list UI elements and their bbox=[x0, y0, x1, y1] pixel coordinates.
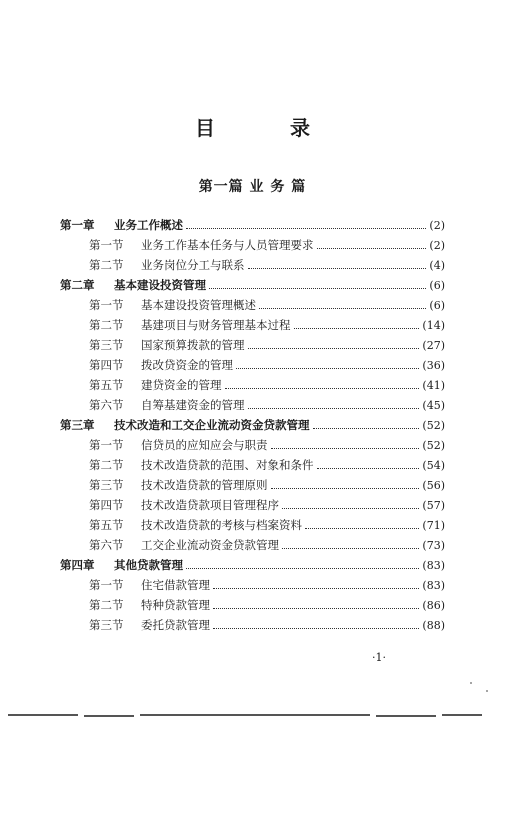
toc-chapter-row bbox=[60, 555, 445, 575]
toc-entry-page: (57) bbox=[422, 499, 445, 512]
toc-section-row bbox=[60, 595, 445, 615]
toc-entry-label bbox=[60, 515, 302, 535]
toc-entry-number: 第三节 bbox=[89, 338, 124, 352]
toc-section-row bbox=[60, 435, 445, 455]
toc-entry-label bbox=[60, 355, 233, 375]
toc-entry-title: 特种贷款管理 bbox=[141, 598, 210, 612]
toc-section-row bbox=[60, 255, 445, 275]
dot-leader bbox=[294, 328, 420, 329]
toc-entry-number: 第一章 bbox=[60, 218, 95, 232]
toc-section-row bbox=[60, 375, 445, 395]
dot-leader bbox=[317, 468, 420, 469]
dot-leader bbox=[236, 368, 419, 369]
toc-section-row bbox=[60, 535, 445, 555]
toc-entry-label bbox=[60, 555, 183, 575]
dot-leader bbox=[213, 608, 419, 609]
toc-entry-label bbox=[60, 215, 183, 235]
dot-leader bbox=[248, 348, 420, 349]
toc-entry-number: 第二章 bbox=[60, 278, 95, 292]
dot-leader bbox=[213, 588, 419, 589]
dot-leader bbox=[248, 268, 427, 269]
toc-entry-number: 第三章 bbox=[60, 418, 95, 432]
dot-leader bbox=[259, 308, 426, 309]
dot-leader bbox=[186, 228, 426, 229]
toc-entry-page: (83) bbox=[422, 559, 445, 572]
toc-entry-title: 技术改造贷款的范围、对象和条件 bbox=[141, 458, 314, 472]
toc-entry-title: 建贷资金的管理 bbox=[141, 378, 222, 392]
toc-entry-title: 业务岗位分工与联系 bbox=[141, 258, 245, 272]
toc-entry-page: (6) bbox=[429, 279, 445, 292]
toc-entry-title: 基本建设投资管理概述 bbox=[141, 298, 256, 312]
toc-entry-page: (2) bbox=[429, 219, 445, 232]
toc-entry-page: (6) bbox=[429, 299, 445, 312]
toc-entry-label bbox=[60, 535, 279, 555]
toc-entry-title: 其他贷款管理 bbox=[114, 558, 183, 572]
toc-entry-page: (52) bbox=[422, 419, 445, 432]
toc-entry-page: (56) bbox=[422, 479, 445, 492]
toc-entry-label bbox=[60, 275, 206, 295]
toc-entry-label bbox=[60, 315, 291, 335]
toc-entry-page: (52) bbox=[422, 439, 445, 452]
toc-entry-title: 工交企业流动资金贷款管理 bbox=[141, 538, 279, 552]
dot-leader bbox=[209, 288, 426, 289]
toc-chapter-row bbox=[60, 275, 445, 295]
toc-entry-page: (4) bbox=[429, 259, 445, 272]
page-title: 目 录 bbox=[195, 116, 344, 140]
toc-entry-number: 第五节 bbox=[89, 518, 124, 532]
toc-entry-label bbox=[60, 495, 279, 515]
toc-chapter-row bbox=[60, 415, 445, 435]
toc-entry-page: (86) bbox=[422, 599, 445, 612]
toc-entry-number: 第一节 bbox=[89, 298, 124, 312]
toc-entry-number: 第四节 bbox=[89, 498, 124, 512]
scan-speck bbox=[470, 682, 472, 684]
toc-section-row bbox=[60, 575, 445, 595]
dot-leader bbox=[213, 628, 419, 629]
toc-section-row bbox=[60, 495, 445, 515]
toc-entry-page: (36) bbox=[422, 359, 445, 372]
toc-entry-number: 第二节 bbox=[89, 598, 124, 612]
toc-entry-title: 基建项目与财务管理基本过程 bbox=[141, 318, 291, 332]
toc-entry-number: 第五节 bbox=[89, 378, 124, 392]
dot-leader bbox=[282, 508, 419, 509]
toc-entry-page: (2) bbox=[429, 239, 445, 252]
toc-chapter-row bbox=[60, 215, 445, 235]
toc-entry-label bbox=[60, 435, 268, 455]
toc-entry-number: 第三节 bbox=[89, 478, 124, 492]
toc-entry-label bbox=[60, 255, 245, 275]
toc-entry-title: 技术改造和工交企业流动资金贷款管理 bbox=[114, 418, 310, 432]
scan-speck bbox=[486, 690, 488, 692]
bottom-rule bbox=[0, 714, 505, 716]
toc-entry-page: (45) bbox=[422, 399, 445, 412]
dot-leader bbox=[271, 488, 420, 489]
toc-entry-title: 住宅借款管理 bbox=[141, 578, 210, 592]
dot-leader bbox=[313, 428, 420, 429]
toc-entry-page: (71) bbox=[422, 519, 445, 532]
toc-entry-label bbox=[60, 415, 310, 435]
dot-leader bbox=[317, 248, 427, 249]
toc-section-row bbox=[60, 455, 445, 475]
toc-entry-label bbox=[60, 615, 210, 635]
toc-entry-page: (73) bbox=[422, 539, 445, 552]
toc-entry-number: 第一节 bbox=[89, 438, 124, 452]
toc-entry-title: 技术改造贷款的管理原则 bbox=[141, 478, 268, 492]
toc-entry-title: 业务工作概述 bbox=[114, 218, 183, 232]
toc-entry-number: 第二节 bbox=[89, 258, 124, 272]
toc-entry-page: (14) bbox=[422, 319, 445, 332]
toc-entry-label bbox=[60, 455, 314, 475]
toc-entry-label bbox=[60, 335, 245, 355]
dot-leader bbox=[248, 408, 420, 409]
toc-entry-number: 第二节 bbox=[89, 458, 124, 472]
toc-section-row bbox=[60, 355, 445, 375]
toc-entry-label bbox=[60, 395, 245, 415]
page-number: ·1· bbox=[372, 651, 386, 664]
toc-entry-number: 第四节 bbox=[89, 358, 124, 372]
toc-entry-number: 第六节 bbox=[89, 538, 124, 552]
dot-leader bbox=[305, 528, 419, 529]
toc-entry-page: (27) bbox=[422, 339, 445, 352]
toc-entry-page: (41) bbox=[422, 379, 445, 392]
toc-section-row bbox=[60, 615, 445, 635]
toc-entry-title: 基本建设投资管理 bbox=[114, 278, 206, 292]
toc-entry-title: 拨改贷资金的管理 bbox=[141, 358, 233, 372]
toc-entry-title: 技术改造贷款项目管理程序 bbox=[141, 498, 279, 512]
toc-entry-number: 第四章 bbox=[60, 558, 95, 572]
toc-entry-page: (54) bbox=[422, 459, 445, 472]
dot-leader bbox=[282, 548, 419, 549]
toc-entry-page: (83) bbox=[422, 579, 445, 592]
toc-section-row bbox=[60, 515, 445, 535]
toc-entry-number: 第二节 bbox=[89, 318, 124, 332]
toc-section-row bbox=[60, 335, 445, 355]
table-of-contents bbox=[60, 215, 445, 635]
toc-entry-page: (88) bbox=[422, 619, 445, 632]
toc-entry-number: 第一节 bbox=[89, 238, 124, 252]
dot-leader bbox=[271, 448, 420, 449]
toc-entry-label bbox=[60, 595, 210, 615]
dot-leader bbox=[186, 568, 419, 569]
toc-entry-label bbox=[60, 575, 210, 595]
toc-entry-label bbox=[60, 235, 314, 255]
toc-entry-title: 自筹基建资金的管理 bbox=[141, 398, 245, 412]
toc-section-row bbox=[60, 315, 445, 335]
toc-entry-number: 第一节 bbox=[89, 578, 124, 592]
toc-entry-label bbox=[60, 295, 256, 315]
toc-entry-title: 信贷员的应知应会与职责 bbox=[141, 438, 268, 452]
toc-entry-number: 第六节 bbox=[89, 398, 124, 412]
toc-section-row bbox=[60, 295, 445, 315]
toc-entry-title: 技术改造贷款的考核与档案资料 bbox=[141, 518, 302, 532]
toc-section-row bbox=[60, 235, 445, 255]
part-title: 第一篇 业 务 篇 bbox=[198, 179, 307, 195]
dot-leader bbox=[225, 388, 420, 389]
toc-section-row bbox=[60, 395, 445, 415]
toc-entry-title: 国家预算拨款的管理 bbox=[141, 338, 245, 352]
toc-section-row bbox=[60, 475, 445, 495]
toc-entry-title: 业务工作基本任务与人员管理要求 bbox=[141, 238, 314, 252]
toc-entry-title: 委托贷款管理 bbox=[141, 618, 210, 632]
toc-entry-label bbox=[60, 475, 268, 495]
toc-entry-label bbox=[60, 375, 222, 395]
toc-entry-number: 第三节 bbox=[89, 618, 124, 632]
